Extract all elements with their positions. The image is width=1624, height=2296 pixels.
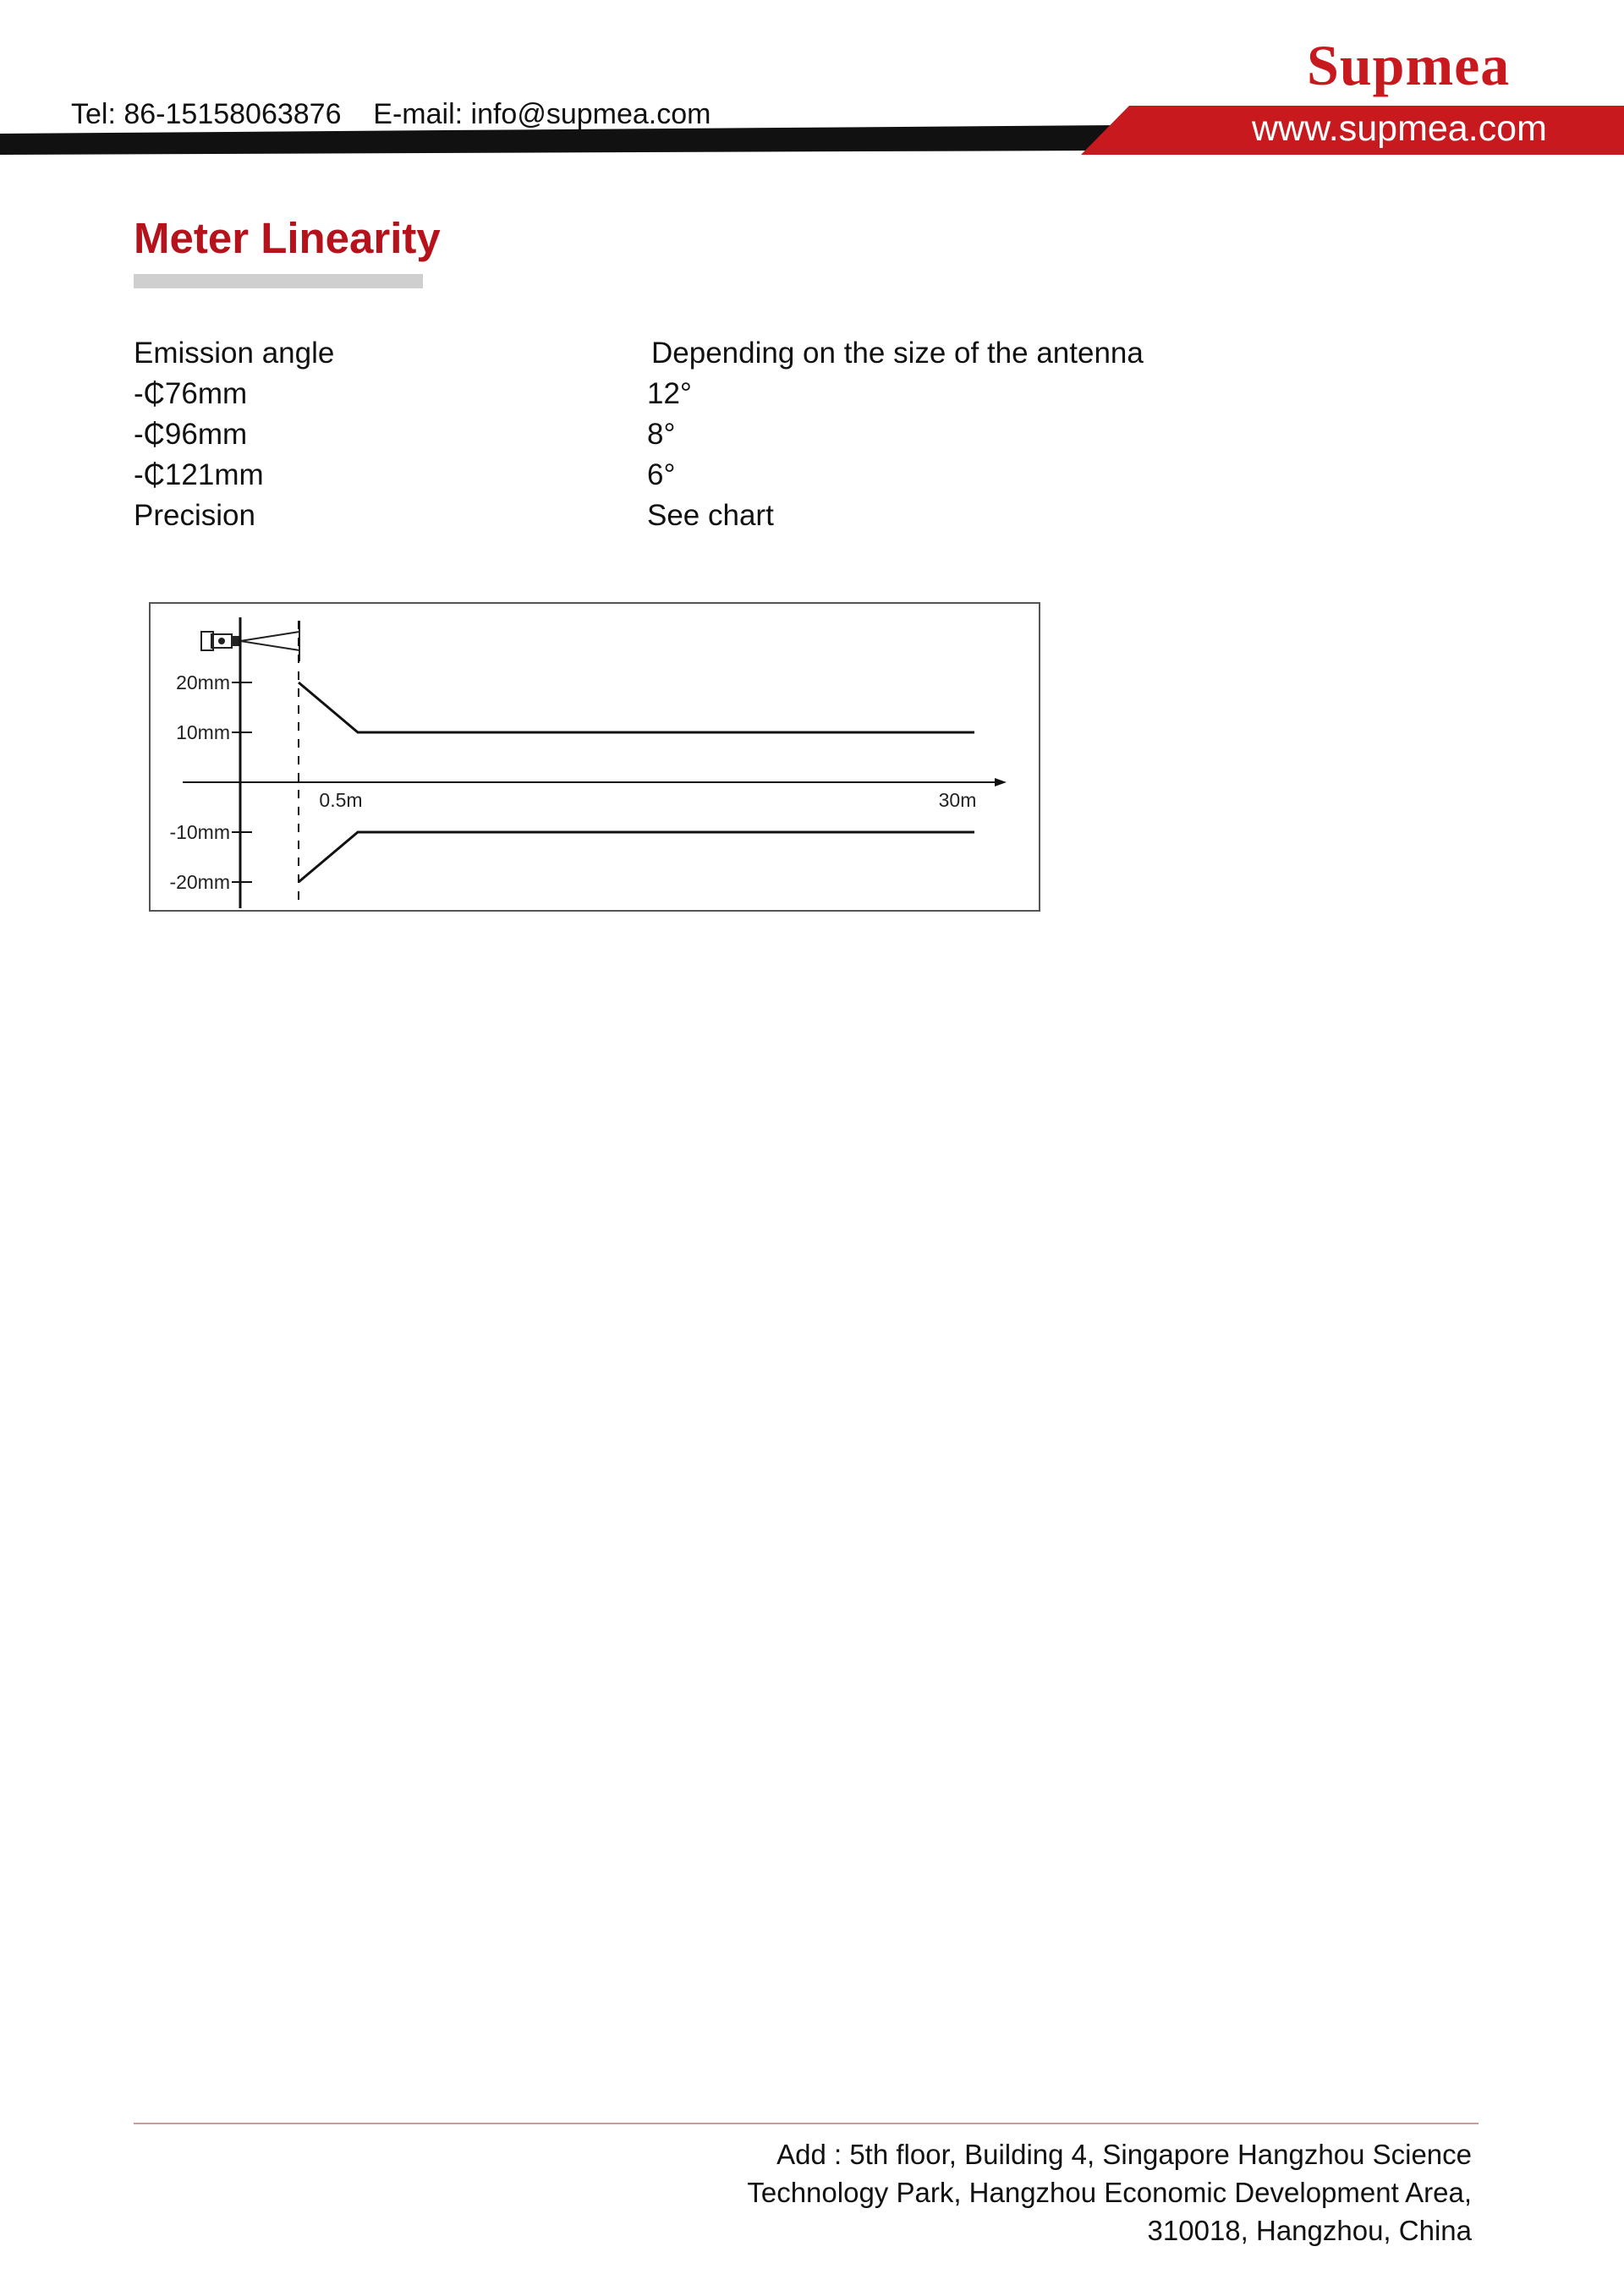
contact-info: Tel: 86-15158063876 E-mail: info@supmea.com [71,98,711,130]
y-tick-label: 20mm [176,671,230,693]
spec-value-76mm: 12° [647,377,692,410]
address-line: Technology Park, Hangzhou Economic Development Area, [747,2177,1472,2208]
spec-value-precision: See chart [647,499,774,532]
spec-label-96mm: -₵96mm [134,418,248,451]
linearity-chart [149,602,1040,912]
spec-value-emission-angle: Depending on the size of the antenna [651,337,1144,370]
spec-value-96mm: 8° [647,418,676,451]
spec-label-emission-angle: Emission angle [134,337,335,370]
spec-value-121mm: 6° [647,458,676,491]
chart-frame [150,603,1040,911]
y-tick-label: -10mm [169,821,230,843]
title-underline [134,274,423,288]
spec-label-121mm: -₵121mm [134,458,264,491]
address-line: 310018, Hangzhou, China [1147,2215,1472,2246]
y-tick-label: -20mm [169,871,230,893]
brand-logo: Supmea [1307,33,1511,97]
website-link[interactable]: www.supmea.com [1252,108,1547,149]
page-title: Meter Linearity [134,214,441,262]
spec-label-precision: Precision [134,499,255,532]
y-tick-label: 10mm [176,721,230,743]
spec-label-76mm: -₵76mm [134,377,248,410]
address-block [747,2135,1472,2249]
x-tick-label: 30m [938,789,977,811]
x-tick-label: 0.5m [319,789,363,811]
footer-divider [134,2123,1479,2124]
address-line: Add : 5th floor, Building 4, Singapore Hangzhou Science [776,2139,1472,2170]
